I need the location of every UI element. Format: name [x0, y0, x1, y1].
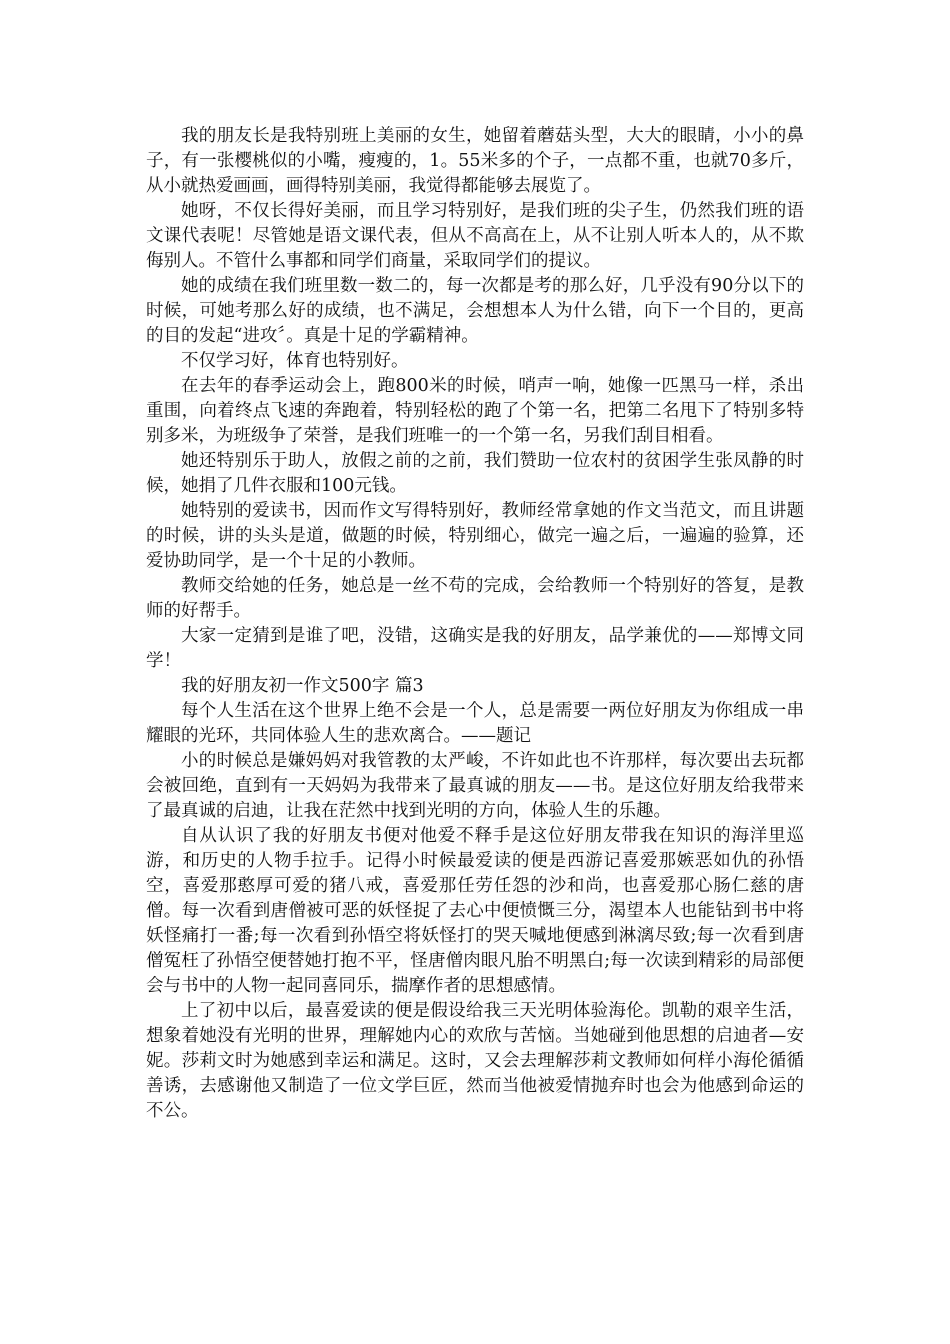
paragraph-2: 她呀，不仅长得好美丽，而且学习特别好，是我们班的尖子生，仍然我们班的语文课代表呢！尽管她是语文课代表，但从不高高在上，从不让别人听本人的，从不欺侮别人。不管什么事都和同学们商量，采取同学们的提议。 [146, 201, 804, 271]
paragraph-5: 在去年的春季运动会上，跑800米的时候，哨声一响，她像一匹黑马一样，杀出重围，向着终点飞速的奔跑着，特别轻松的跑了个第一名，把第二名甩下了特别多特别多米，为班级争了荣誉，是我们班唯一的一个第一名，另我们刮目相看。 [146, 376, 804, 446]
paragraph-3: 她的成绩在我们班里数一数二的，每一次都是考的那么好，几乎没有90分以下的时候，可她考那么好的成绩，也不满足，会想想本人为什么错，向下一个目的，更高的目的发起“进攻〞。真是十足的学霸精神。 [146, 276, 804, 346]
paragraph-9: 大家一定猜到是谁了吧，没错，这确实是我的好朋友，品学兼优的——郑博文同学！ [146, 626, 804, 671]
paragraph-4: 不仅学习好，体育也特别好。 [181, 351, 409, 371]
document-body [146, 124, 804, 1124]
paragraph-13: 上了初中以后，最喜爱读的便是假设给我三天光明体验海伦。凯勒的艰辛生活，想象着她没有光明的世界，理解她内心的欢欣与苦恼。当她碰到他思想的启迪者—安妮。莎莉文时为她感到幸运和满足。这时，又会去理解莎莉文教师如何样小海伦循循善诱，去感谢他又制造了一位文学巨匠，然而当他被爱情抛弃时也会为他感到命运的不公。 [146, 1001, 804, 1121]
paragraph-6: 她还特别乐于助人，放假之前的之前，我们赞助一位农村的贫困学生张凤静的时候，她捐了几件衣服和100元钱。 [146, 451, 804, 496]
paragraph-11: 小的时候总是嫌妈妈对我管教的太严峻，不许如此也不许那样，每次要出去玩都会被回绝，直到有一天妈妈为我带来了最真诚的朋友——书。是这位好朋友给我带来了最真诚的启迪，让我在茫然中找到光明的方向，体验人生的乐趣。 [146, 751, 804, 821]
paragraph-7: 她特别的爱读书，因而作文写得特别好，教师经常拿她的作文当范文，而且讲题的时候，讲的头头是道，做题的时候，特别细心，做完一遍之后，一遍遍的验算，还爱协助同学，是一个十足的小教师。 [146, 501, 804, 571]
paragraph-12: 自从认识了我的好朋友书便对他爱不释手是这位好朋友带我在知识的海洋里巡游，和历史的人物手拉手。记得小时候最爱读的便是西游记喜爱那嫉恶如仇的孙悟空，喜爱那憨厚可爱的猪八戒，喜爱那任劳任怨的沙和尚，也喜爱那心肠仁慈的唐僧。每一次看到唐僧被可恶的妖怪捉了去心中便愤慨三分，渴望本人也能钻到书中将妖怪痛打一番;每一次看到孙悟空将妖怪打的哭天喊地便感到淋漓尽致;每一次看到唐僧冤枉了孙悟空便替她打抱不平，怪唐僧肉眼凡胎不明黑白;每一次读到精彩的局部便会与书中的人物一起同喜同乐，揣摩作者的思想感情。 [146, 826, 804, 996]
section-title: 我的好朋友初一作文500字 篇3 [181, 676, 424, 696]
paragraph-8: 教师交给她的任务，她总是一丝不苟的完成，会给教师一个特别好的答复，是教师的好帮手。 [146, 576, 804, 621]
paragraph-10: 每个人生活在这个世界上绝不会是一个人，总是需要一两位好朋友为你组成一串耀眼的光环，共同体验人生的悲欢离合。——题记 [146, 701, 804, 746]
paragraph-1: 我的朋友长是我特别班上美丽的女生，她留着蘑菇头型，大大的眼睛，小小的鼻子，有一张樱桃似的小嘴，瘦瘦的，1。55米多的个子，一点都不重，也就70多斤，从小就热爱画画，画得特别美丽，我觉得都能够去展览了。 [146, 126, 804, 196]
